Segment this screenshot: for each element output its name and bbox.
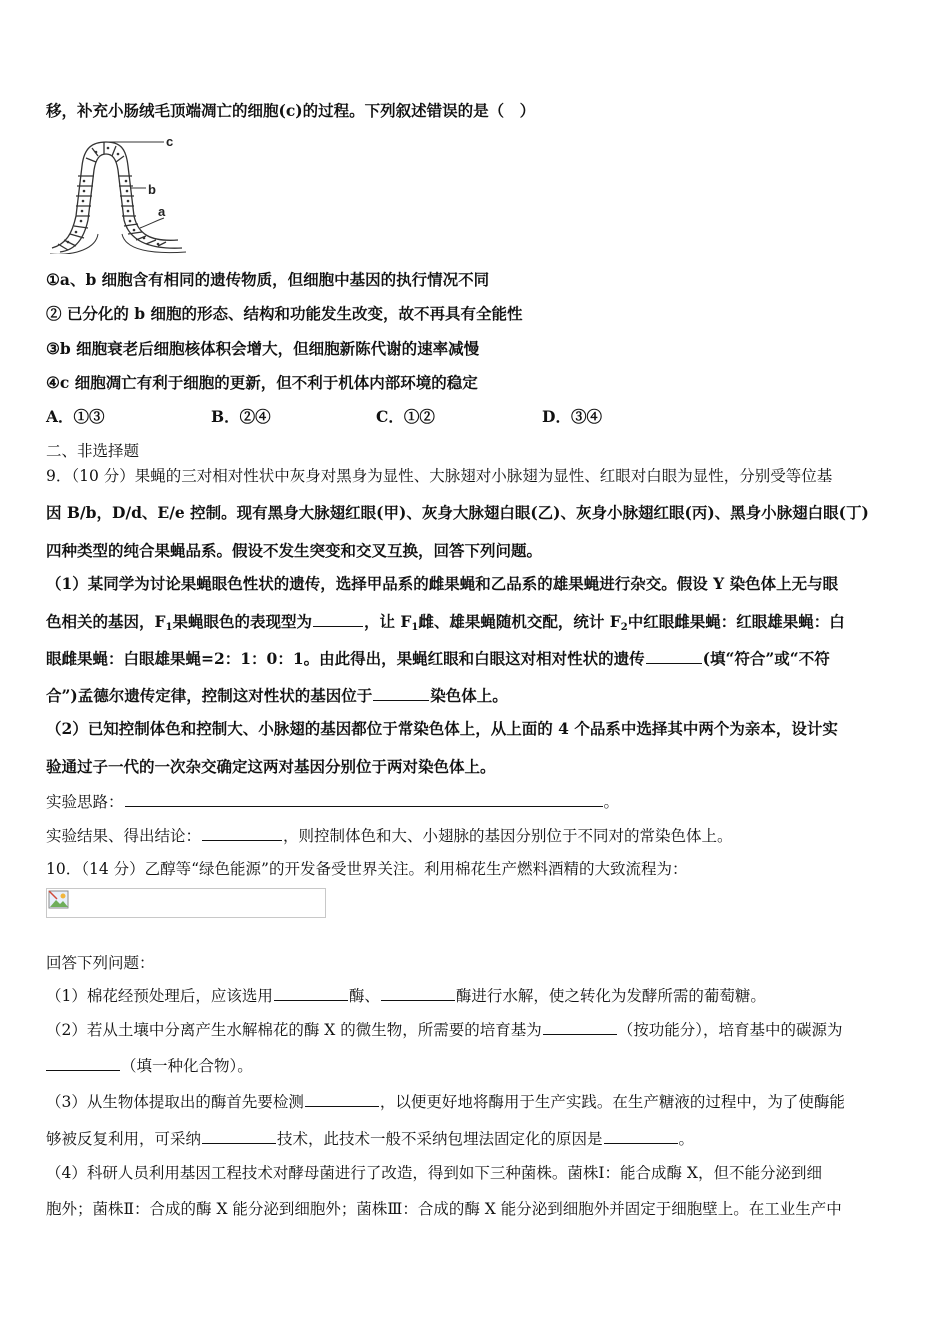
q9-p2-line-1: （2）已知控制体色和控制大、小脉翅的基因都位于常染色体上，从上面的 4 个品系中选择其中两个为亲本，设计实 <box>46 719 838 738</box>
q9-line-3: 四种类型的纯合果蝇品系。假设不发生突变和交叉互换，回答下列问题。 <box>46 541 543 560</box>
option-b[interactable]: B．②④ <box>211 407 271 426</box>
q9-idea: 实验思路： 。 <box>46 793 620 811</box>
answer-blank[interactable] <box>46 1055 120 1071</box>
answer-blank[interactable] <box>604 1128 678 1144</box>
q9-result: 实验结果、得出结论： ，则控制体色和大、小翅脉的基因分别位于不同对的常染色体上。 <box>46 827 733 845</box>
q8-statement-3: ③b 细胞衰老后细胞核体积会增大，但细胞新陈代谢的速率减慢 <box>46 339 480 358</box>
q10-p2-line-2: （填一种化合物）。 <box>46 1055 253 1076</box>
answer-blank[interactable] <box>381 985 455 1001</box>
q8-statement-2: ② 已分化的 b 细胞的形态、结构和功能发生改变，故不再具有全能性 <box>46 304 523 323</box>
answer-blank[interactable] <box>125 791 603 807</box>
q10-p3-line-1: （3）从生物体提取出的酶首先要检测 ，以便更好地将酶用于生产实践。在生产糖液的过程中，为了使酶能 <box>46 1093 845 1111</box>
answer-blank[interactable] <box>313 611 363 627</box>
q9-p1-line-4: 合”)孟德尔遗传定律，控制这对性状的基因位于 染色体上。 <box>46 686 508 705</box>
q10-line-1: 10．（14 分）乙醇等“绿色能源”的开发备受世界关注。利用棉花生产燃料酒精的大致流程为： <box>46 860 688 878</box>
answer-blank[interactable] <box>305 1091 379 1107</box>
q10-p4-line-2: 胞外；菌株Ⅱ：合成的酶 X 能分泌到细胞外；菌株Ⅲ：合成的酶 X 能分泌到细胞外并固定于细胞壁上。在工业生产中 <box>46 1200 842 1218</box>
intestinal-villus-figure <box>46 136 206 254</box>
q9-p1-line-2: 色相关的基因，$F_1$果蝇眼色的表现型为 ，让 $F_1$雌、雄果蝇随机交配，统计 $F_2$中红眼雌果蝇：红眼雄果蝇：白 <box>46 612 845 633</box>
flowchart-image-placeholder <box>46 888 326 918</box>
q9-p1-line-3: 眼雌果蝇：白眼雄果蝇=2：1：0：1。由此得出，果蝇红眼和白眼这对相对性状的遗传 (填“符合”或“不符 <box>46 649 830 668</box>
q9-p2-line-2: 验通过子一代的一次杂交确定这两对基因分别位于两对染色体上。 <box>46 757 496 776</box>
q8-statement-4: ④c 细胞凋亡有利于细胞的更新，但不利于机体内部环境的稳定 <box>46 373 478 392</box>
figure-label-c: c <box>166 136 174 149</box>
answer-blank[interactable] <box>274 985 348 1001</box>
q10-p2-line-1: （2）若从土壤中分离产生水解棉花的酶 X 的微生物，所需要的培育基为 （按功能分），培育基中的碳源为 <box>46 1021 843 1039</box>
q10-p4-line-1: （4）科研人员利用基因工程技术对酵母菌进行了改造，得到如下三种菌株。菌株Ⅰ：能合成酶 X，但不能分泌到细 <box>46 1164 822 1182</box>
q9-p1-line-1: （1）某同学为讨论果蝇眼色性状的遗传，选择甲品系的雌果蝇和乙品系的雄果蝇进行杂交。假设 Y 染色体上无与眼 <box>46 574 839 593</box>
option-c[interactable]: C．①② <box>376 407 435 426</box>
figure-label-a: a <box>158 204 166 219</box>
option-a[interactable]: A．①③ <box>46 407 105 426</box>
answer-blank[interactable] <box>646 648 702 664</box>
q9-line-1: 9．（10 分）果蝇的三对相对性状中灰身对黑身为显性、大脉翅对小脉翅为显性、红眼对白眼为显性，分别受等位基 <box>46 467 833 485</box>
figure-label-b: b <box>148 182 156 197</box>
q8-stem-end: 移，补充小肠绒毛顶端凋亡的细胞(c)的过程。下列叙述错误的是（ ） <box>46 101 536 120</box>
q8-options <box>46 407 646 429</box>
q10-p3-line-2: 够被反复利用，可采纳 技术，此技术一般不采纳包埋法固定化的原因是 。 <box>46 1130 695 1148</box>
q10-answer-intro: 回答下列问题： <box>46 954 155 972</box>
q9-line-2: 因 B/b，D/d、E/e 控制。现有黑身大脉翅红眼(甲)、灰身大脉翅白眼(乙)、灰身小脉翅红眼(丙)、黑身小脉翅白眼(丁) <box>46 503 869 522</box>
section-title: 二、非选择题 <box>46 442 140 460</box>
answer-blank[interactable] <box>202 1128 276 1144</box>
answer-blank[interactable] <box>373 685 429 701</box>
broken-image-icon <box>48 890 70 910</box>
q10-p1: （1）棉花经预处理后，应该选用 酶、 酶进行水解，使之转化为发酵所需的葡萄糖。 <box>46 987 766 1005</box>
answer-blank[interactable] <box>202 825 282 841</box>
answer-blank[interactable] <box>543 1019 617 1035</box>
q8-statement-1: ①a、b 细胞含有相同的遗传物质，但细胞中基因的执行情况不同 <box>46 270 490 289</box>
option-d[interactable]: D．③④ <box>542 407 602 426</box>
